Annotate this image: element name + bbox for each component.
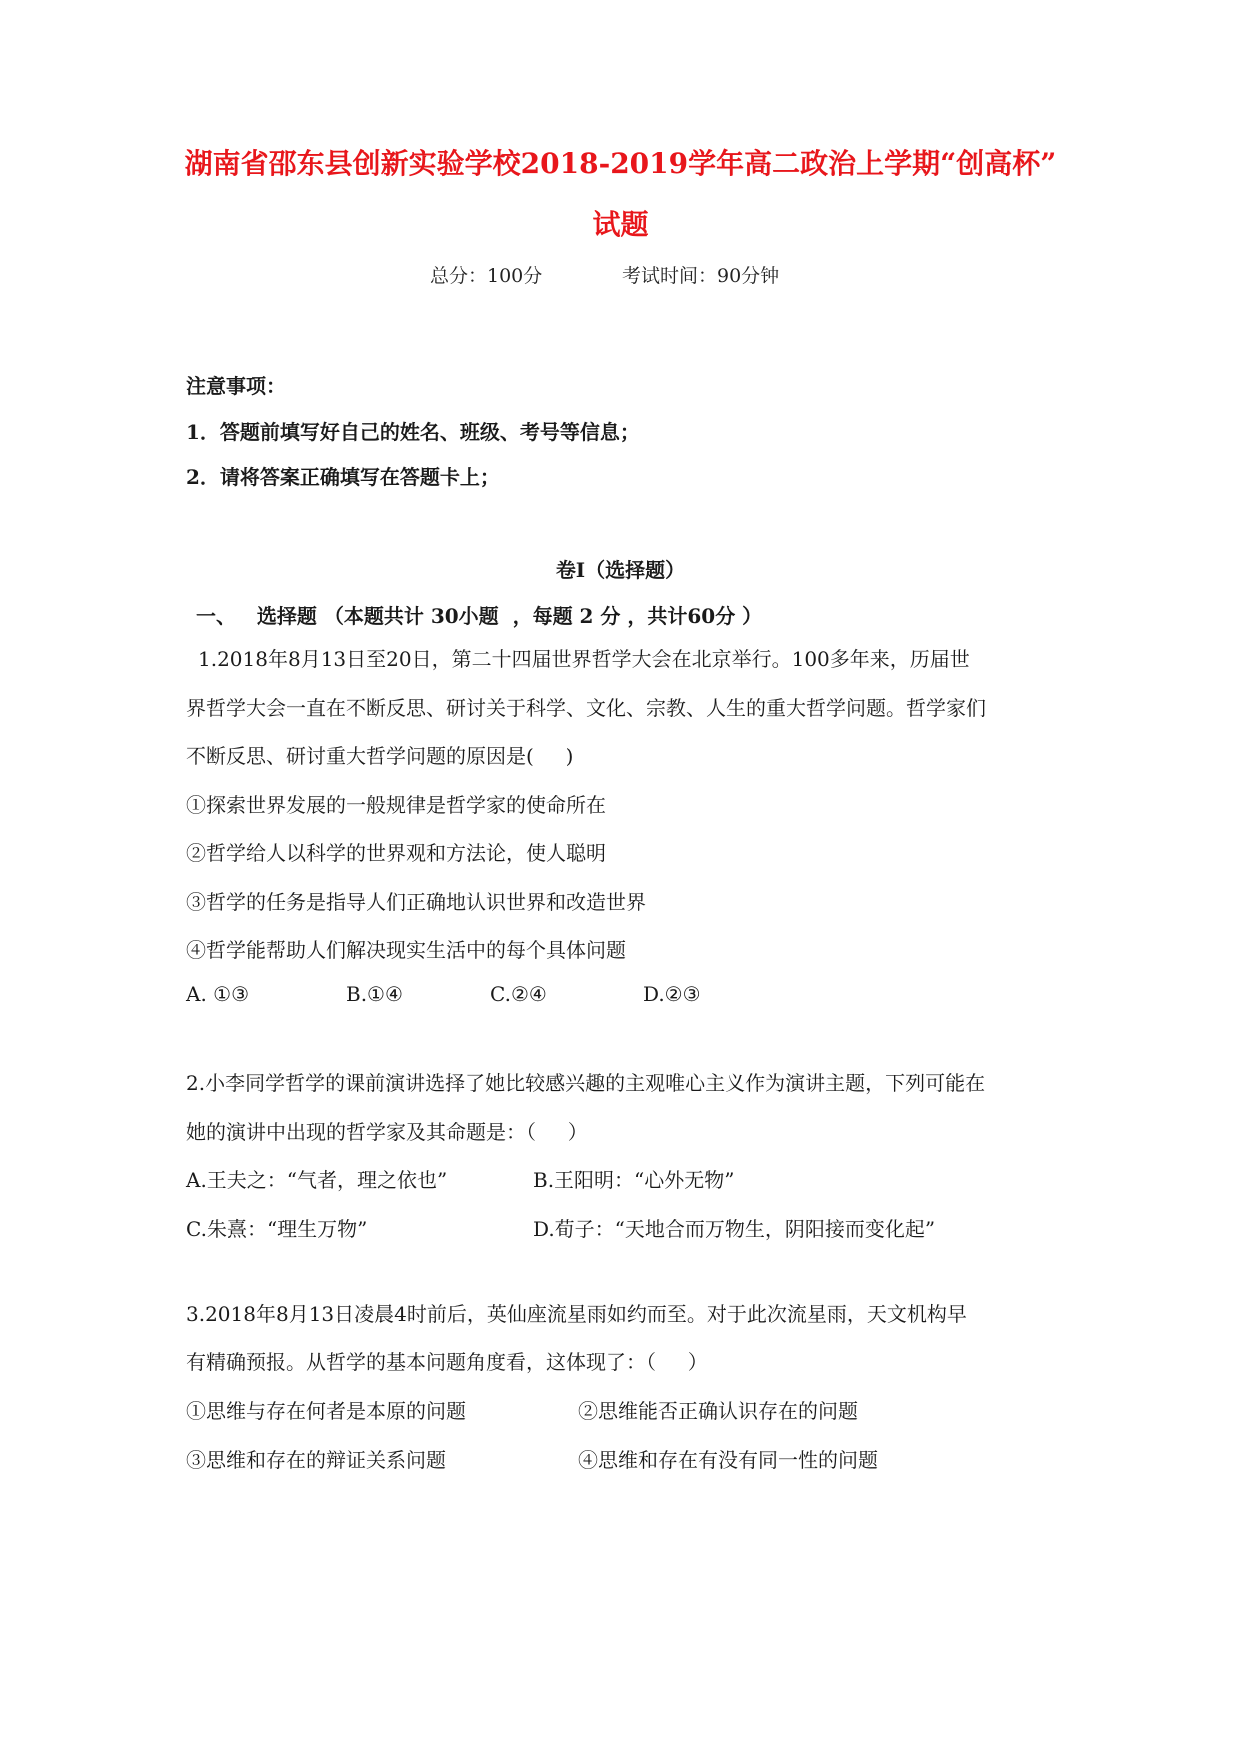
total-score: 总分：100分 <box>430 265 543 287</box>
document-title-line1: 湖南省邵东县创新实验学校2018-2019学年高二政治上学期“创高杯” <box>184 147 1057 180</box>
notes-item: 2．请将答案正确填写在答题卡上； <box>186 465 500 489</box>
notes-item: 1．答题前填写好自己的姓名、班级、考号等信息； <box>186 420 640 444</box>
q1-option-c: C.②④ <box>490 982 547 1006</box>
q1-option-a: A. ①③ <box>186 982 250 1006</box>
q3-stem-line: 3.2018年8月13日凌晨4时前后，英仙座流星雨如约而至。对于此次流星雨，天文机构早 <box>186 1302 967 1326</box>
q1-stem-line: 1.2018年8月13日至20日，第二十四届世界哲学大会在北京举行。100多年来，历届世 <box>198 647 970 671</box>
q1-stem-line: 界哲学大会一直在不断反思、研讨关于科学、文化、宗教、人生的重大哲学问题。哲学家们 <box>186 696 986 720</box>
q1-option-d: D.②③ <box>643 982 701 1006</box>
q2-stem-line: 她的演讲中出现的哲学家及其命题是：（ ） <box>186 1120 588 1144</box>
q2-stem-line: 2.小李同学哲学的课前演讲选择了她比较感兴趣的主观唯心主义作为演讲主题，下列可能在 <box>186 1071 986 1095</box>
q3-statement-3: ③思维和存在的辩证关系问题 <box>186 1448 446 1472</box>
exam-time: 考试时间：90分钟 <box>622 265 780 287</box>
q2-option-c: C.朱熹：“理生万物” <box>186 1217 368 1241</box>
q1-statement: ③哲学的任务是指导人们正确地认识世界和改造世界 <box>186 890 646 914</box>
volume-title: 卷I（选择题） <box>555 558 686 582</box>
q3-statement-4: ④思维和存在有没有同一性的问题 <box>578 1448 878 1472</box>
q2-option-d: D.荀子：“天地合而万物生，阴阳接而变化起” <box>533 1217 936 1241</box>
q3-statement-1: ①思维与存在何者是本原的问题 <box>186 1399 466 1423</box>
q1-statement: ②哲学给人以科学的世界观和方法论，使人聪明 <box>186 841 606 865</box>
q1-statement: ①探索世界发展的一般规律是哲学家的使命所在 <box>186 793 606 817</box>
q1-option-b: B.①④ <box>346 982 403 1006</box>
q2-option-b: B.王阳明：“心外无物” <box>533 1168 735 1192</box>
q3-stem-line: 有精确预报。从哲学的基本问题角度看，这体现了：（ ） <box>186 1350 708 1374</box>
notes-heading: 注意事项： <box>186 374 286 398</box>
q1-stem-line: 不断反思、研讨重大哲学问题的原因是( ) <box>186 744 574 768</box>
q3-statement-2: ②思维能否正确认识存在的问题 <box>578 1399 858 1423</box>
q1-statement: ④哲学能帮助人们解决现实生活中的每个具体问题 <box>186 938 626 962</box>
q2-option-a: A.王夫之：“气者，理之依也” <box>186 1168 448 1192</box>
document-title-line2: 试题 <box>592 208 649 241</box>
part-title: 一、 选择题 （本题共计 30小题 ，每题 2 分 ，共计60分 ） <box>196 604 763 628</box>
